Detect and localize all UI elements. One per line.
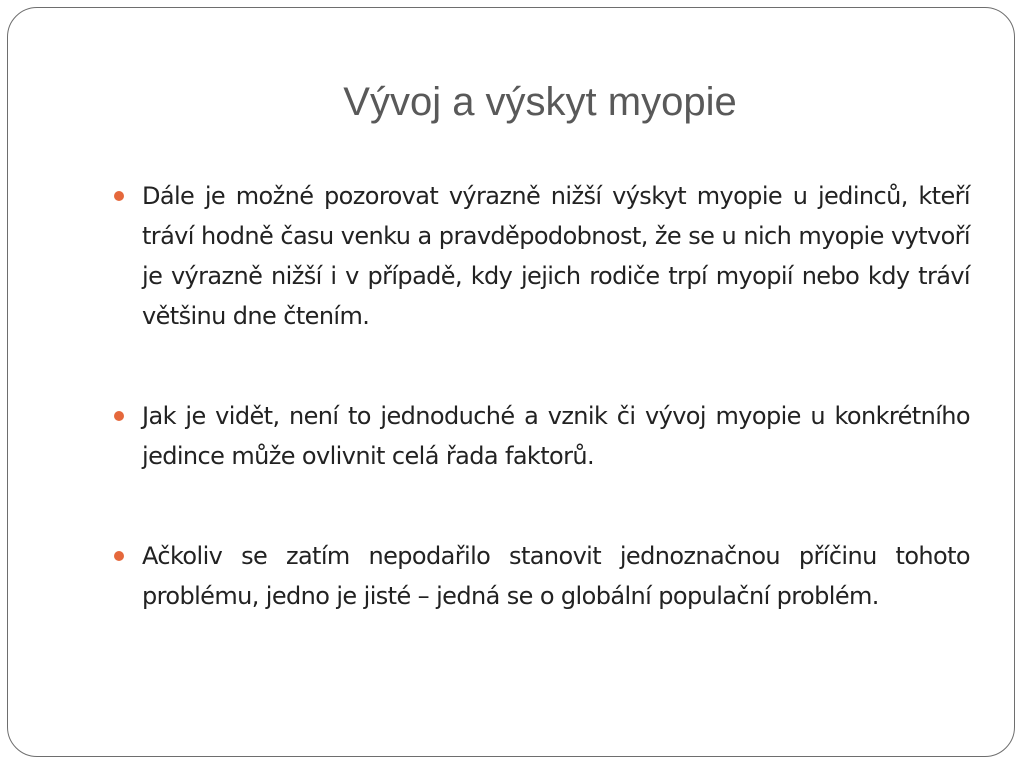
slide-frame [7, 7, 1015, 757]
bullet-item [108, 396, 970, 476]
bullet-text: Ačkoliv se zatím nepodařilo stanovit jednoznačnou příčinu tohoto problému, jedno je jisté – jedná se o globální populační problém. [142, 542, 970, 610]
bullet-item [108, 536, 970, 616]
bullet-text: Dále je možné pozorovat výrazně nižší výskyt myopie u jedinců, kteří tráví hodně času venku a pravděpodobnost, že se u nich myopie vytvoří je výrazně nižší i v případě, kdy jejich rodiče trpí myopií nebo kdy tráví většinu dne čtením. [142, 182, 970, 330]
slide-title: Vývoj a výskyt myopie [343, 80, 737, 124]
bullet-list [108, 176, 970, 676]
bullet-dot-icon [114, 551, 124, 561]
bullet-text: Jak je vidět, není to jednoduché a vznik či vývoj myopie u konkrétního jedince může ovlivnit celá řada faktorů. [142, 402, 970, 470]
bullet-dot-icon [114, 191, 124, 201]
bullet-dot-icon [114, 411, 124, 421]
bullet-item [108, 176, 970, 336]
